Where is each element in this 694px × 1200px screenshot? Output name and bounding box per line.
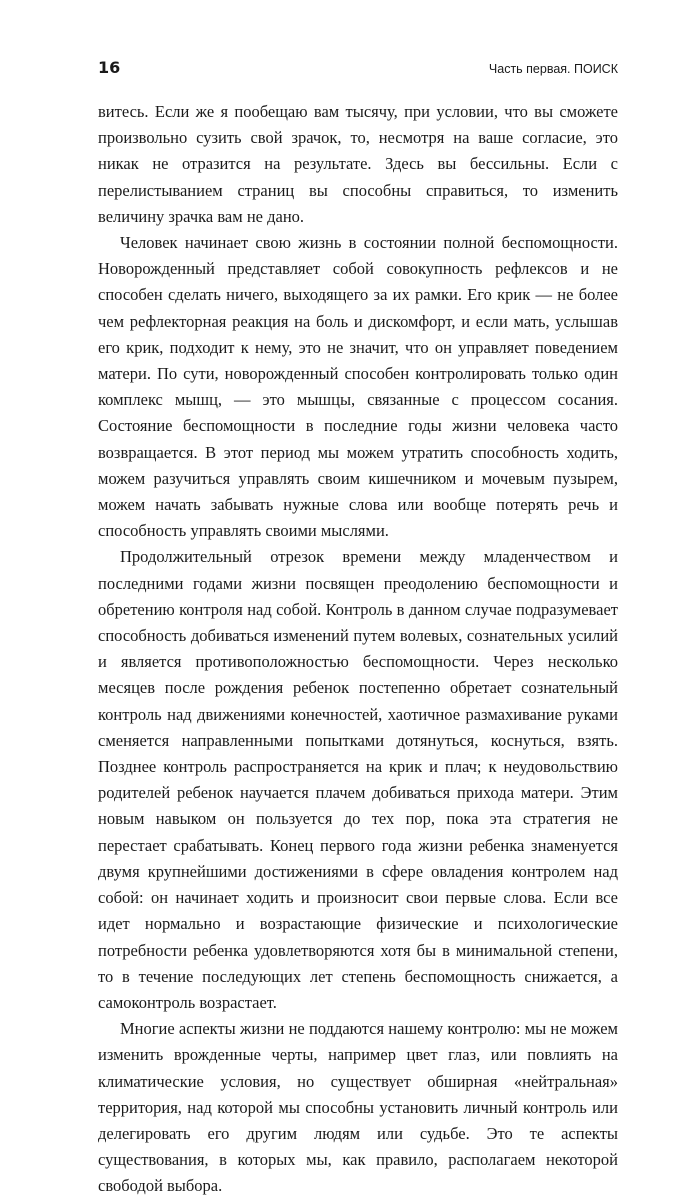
running-head: Часть первая. ПОИСК [488, 62, 618, 76]
page-number: 16 [98, 58, 121, 77]
paragraph: Многие аспекты жизни не поддаются нашему контролю: мы не можем изменить врожденные черты, например цвет глаз, или повлиять на климатические условия, но существует обширная «нейтральная» территория, над которой мы способны установить личный контроль или делегировать его другим людям или судьбе. Это те аспекты существования, в которых мы, как правило, располагаем некоторой свободой выбора. [98, 1019, 618, 1196]
paragraph-continued: витесь. Если же я пообещаю вам тысячу, при условии, что вы сможете произвольно сузить свой зрачок, то, несмотря на ваше согласие, это никак не отразится на результате. Здесь вы бессильны. Если с перелистыванием страниц вы способны справиться, то изменить величину зрачка вам не дано. [98, 102, 618, 226]
page-header [98, 58, 618, 80]
body-text [98, 99, 618, 1200]
paragraph: Человек начинает свою жизнь в состоянии полной беспомощности. Новорожденный представляет собой совокупность рефлексов и не способен сделать ничего, выходящего за их рамки. Его крик — не более чем рефлекторная реакция на боль и дискомфорт, и если мать, услышав его крик, подходит к нему, это не значит, что он управляет поведением матери. По сути, новорожденный способен контролировать только один комплекс мышц, — это мышцы, связанные с процессом сосания. Состояние беспомощности в последние годы жизни человека часто возвращается. В этот период мы можем утратить способность ходить, можем разучиться управлять своим кишечником и мочевым пузырем, можем начать забывать нужные слова или вообще потерять речь и способность управлять своими мыслями. [98, 233, 618, 541]
paragraph: Продолжительный отрезок времени между младенчеством и последними годами жизни посвящен преодолению беспомощности и обретению контроля над собой. Контроль в данном случае подразумевает способность добиваться изменений путем волевых, сознательных усилий и является противоположностью беспомощности. Через несколько месяцев после рождения ребенок постепенно обретает сознательный контроль над движениями конечностей, хаотичное размахивание руками сменяется направленными попытками дотянуться, коснуться, взять. Позднее контроль распространяется на крик и плач; к неудовольствию родителей ребенок научается плачем добиваться прихода матери. Этим новым навыком он пользуется до тех пор, пока эта стратегия не перестает срабатывать. Конец первого года жизни ребенка знаменуется двумя крупнейшими достижениями в сфере овладения контролем над собой: он начинает ходить и произносит свои первые слова. Если все идет нормально и возрастающие физические и психологические потребности ребенка удовлетворяются хотя бы в минимальной степени, то в течение последующих лет степень беспомощность снижается, а самоконтроль возрастает. [98, 547, 618, 1012]
